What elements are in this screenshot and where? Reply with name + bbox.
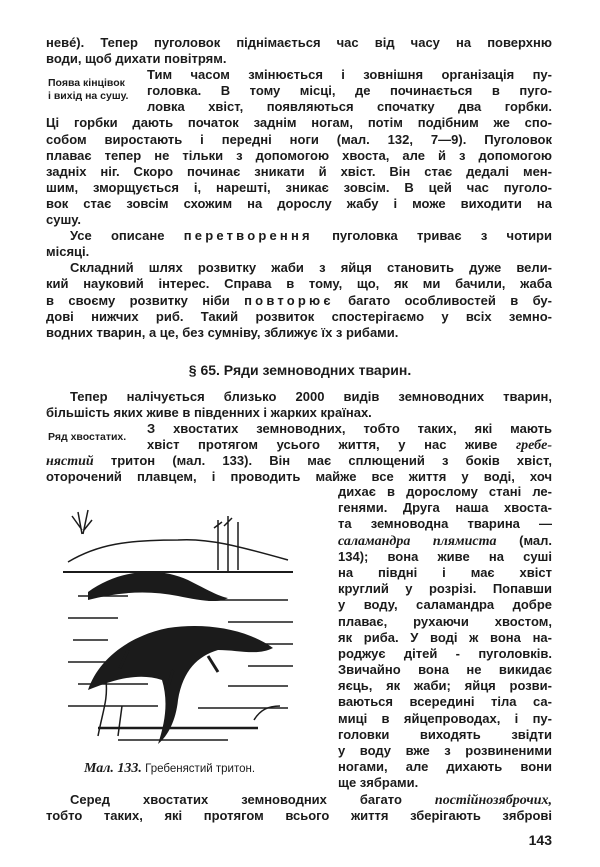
text-line: Тим часом змінюється і зовнішня організація пу-	[147, 67, 552, 83]
side-note-limbs	[48, 77, 128, 103]
italic-term: постійнозяброчих,	[434, 793, 552, 808]
spaced-emphasis: повторює	[244, 292, 334, 308]
text-line: яєць, як жаби; яйця розви-	[338, 678, 552, 694]
text-line: плаває тепер не тільки з допомогою хвоста, але й з допомогою	[46, 147, 552, 163]
text-line: миці в яйцепроводах, і пу-	[338, 710, 552, 726]
text-line: невé). Тепер пуголовок піднімається час від часу на поверхню	[46, 35, 552, 50]
text-line: води, щоб дихати повітрям.	[46, 51, 227, 67]
text-line: собом виростають і передні ноги (мал. 132, 7—9). Пуголовок	[46, 131, 552, 147]
newt-illustration	[58, 500, 298, 748]
section-heading: § 65. Ряди земноводних тварин.	[188, 362, 412, 378]
side-note-tailed: Ряд хвостатих.	[48, 431, 127, 443]
text-segment: в своєму розвитку ніби	[46, 292, 230, 308]
text-line	[46, 453, 552, 469]
text-line: місяці.	[46, 244, 90, 260]
text-segment: (мал.	[519, 532, 552, 548]
text-line: сушу.	[46, 212, 81, 228]
text-line: у воду вже з розвиненими	[338, 743, 552, 758]
spaced-emphasis: перетворення	[183, 228, 313, 244]
text-line	[46, 792, 552, 808]
text-line	[46, 293, 552, 309]
right-column-text	[338, 484, 552, 792]
text-line: роджує дітей - пуголовків.	[338, 645, 552, 661]
text-line: Звичайно вона не викидає	[338, 662, 552, 678]
section-perennibranchiate	[46, 792, 552, 824]
side-note-line: Поява кінцівок	[48, 77, 125, 89]
text-segment: Серед хвостатих земноводних багато	[70, 792, 402, 807]
text-segment: тритон (мал. 133). Він має сплющений з боків хвіст,	[110, 453, 552, 469]
text-line: 134); вона живе на суші	[338, 548, 552, 564]
text-line: ногами, але дихають вони	[338, 759, 552, 775]
text-line: ловка хвіст, появляються спочатку два горбки.	[147, 99, 552, 115]
text-line: оторочений плавцем, і проводить майже все життя у воді, хоч	[46, 469, 552, 485]
figure-crested-newt	[58, 500, 298, 748]
text-line: дові нижчих риб. Такий розвиток спостерігаємо у всіх земно-	[46, 308, 552, 324]
figure-caption	[84, 761, 255, 777]
reed-icon	[72, 510, 92, 534]
text-line: Складний шлях розвитку жаби з яйця становить дуже вели-	[70, 260, 552, 276]
newt-lower	[88, 626, 273, 744]
text-line: шим, зморщується і, нарешті, зникає зовсім. В цей час пуголо-	[46, 179, 552, 195]
text-line: головка. В тому місці, де починається в пуго-	[147, 83, 552, 99]
text-line: тобто таких, які протягом всього життя зберігають зяброві	[46, 808, 552, 824]
italic-term: гребе-	[515, 438, 552, 454]
text-segment: хвіст протягом усього життя, у нас живе	[147, 437, 498, 453]
page-number: 143	[528, 832, 552, 848]
hill-outline	[68, 540, 288, 562]
text-line	[46, 228, 552, 244]
side-note-line: і вихід на сушу.	[48, 90, 129, 102]
caption-text: Гребенястий тритон.	[141, 763, 256, 775]
text-line: круглий у розрізі. Попавши	[338, 581, 552, 597]
text-line: Тепер налічується близько 2000 видів земноводних тварин,	[70, 389, 552, 404]
text-line: кий науковий інтерес. Справа в тому, що, як ми бачили, жаба	[46, 276, 552, 292]
text-segment: багато особливостей в бу-	[348, 292, 552, 308]
italic-term: нястий	[46, 454, 94, 470]
text-line: дихає в дорослому стані ле-	[338, 484, 552, 499]
text-line: ваються всередині тіла са-	[338, 694, 552, 710]
text-line: ще зябрами.	[338, 775, 419, 791]
caption-label: Мал. 133.	[84, 761, 142, 776]
text-line: на півдні і має хвіст	[338, 564, 552, 580]
text-line: у воду, саламандра добре	[338, 597, 552, 613]
text-segment: Усе описане	[70, 228, 165, 244]
italic-term: саламандра плямиста	[338, 533, 497, 549]
text-line: головки виходять звідти	[338, 726, 552, 742]
text-line: Ці горбки дають початок заднім ногам, потім подібним же спо-	[46, 115, 552, 131]
text-segment: пуголовка триває з чотири	[332, 228, 552, 244]
text-line: вок стає зовсім схожим на дорослу жабу і може виходити на	[46, 195, 552, 211]
text-line: З хвостатих земноводних, тобто таких, які мають	[147, 421, 552, 437]
text-line: більшість яких живе в південних і жарких країнах.	[46, 405, 372, 421]
text-line: плаває, рухаючи хвостом,	[338, 613, 552, 629]
text-line: та земноводна тварина —	[338, 516, 552, 532]
text-line: водних тварин, а це, без сумніву, зближує їх з рибами.	[46, 324, 399, 340]
text-line: як риба. У воді ж вона на-	[338, 629, 552, 645]
text-line: задніх ніг. Скоро починає зникати й хвіст. Він стає дедалі мен-	[46, 163, 552, 179]
text-line: генями. Друга наша хвоста-	[338, 500, 552, 516]
text-line	[338, 533, 552, 549]
